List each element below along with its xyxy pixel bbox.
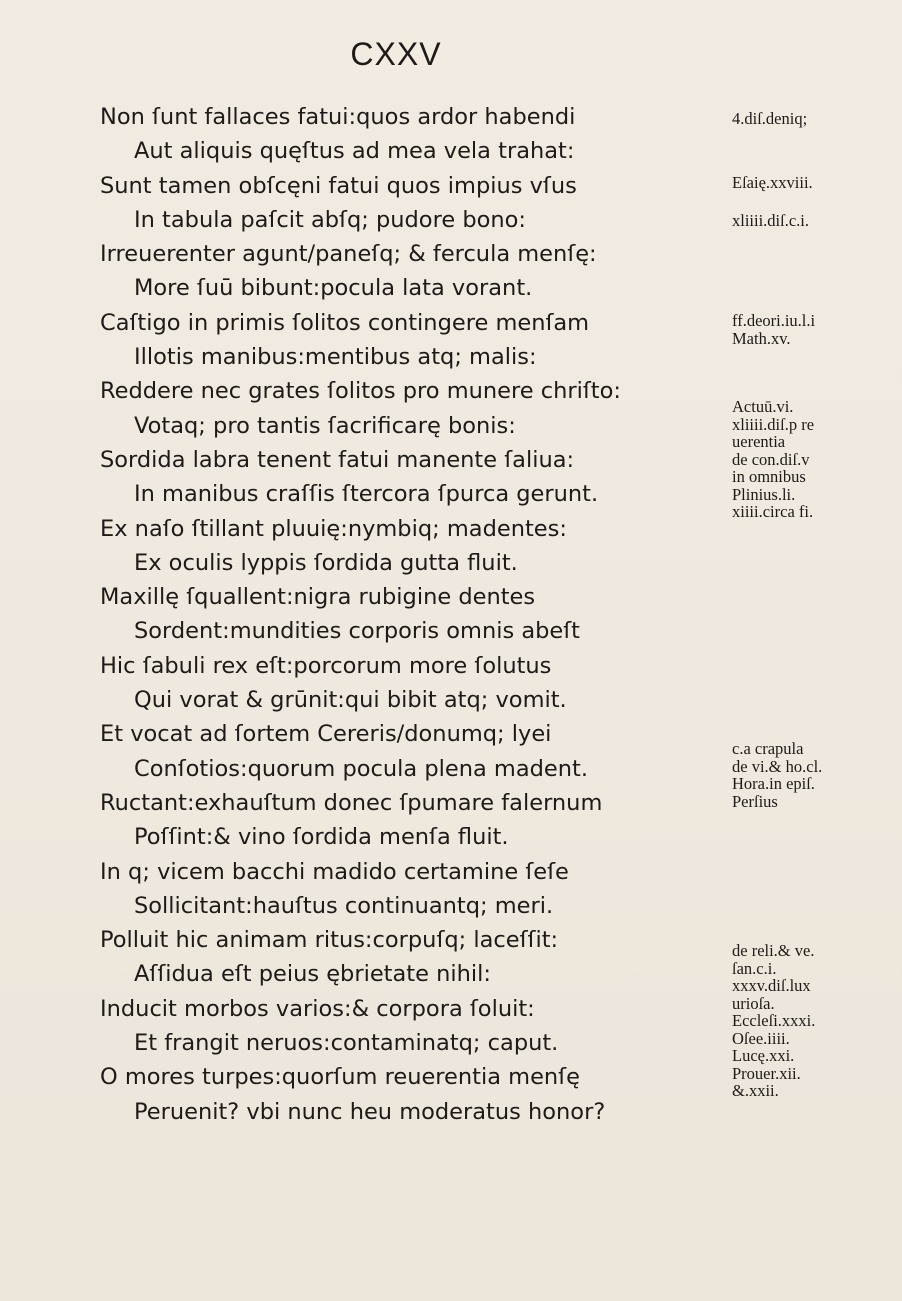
margin-note — [732, 942, 815, 1100]
verse-line: Inducit morbos varios:& corpora ſoluit: — [100, 995, 535, 1022]
folio-number: CXXV — [350, 36, 442, 72]
margin-note-line: c.a crapula — [732, 739, 804, 758]
verse-line: Ex naſo ſtillant pluuię:nymbiq; madentes: — [100, 515, 567, 542]
verse-line: In manibus craſſis ſtercora ſpurca gerunt. — [134, 481, 599, 508]
margin-note-line: uerentia — [732, 432, 786, 451]
margin-note — [732, 398, 814, 521]
margin-note-line: Eſaię.xxviii. — [732, 173, 813, 192]
verse-line: Sordent:mundities corporis omnis abeſt — [134, 618, 580, 645]
verse-column — [100, 100, 700, 1129]
verse-line: Sordida labra tenent fatui manente ſaliua: — [100, 446, 575, 473]
verse-line: Peruenit? vbi nunc heu moderatus honor? — [134, 1098, 606, 1125]
margin-note-line: ff.deori.iu.l.i — [732, 311, 816, 330]
verse-line: Non ſunt fallaces fatui:quos ardor habendi — [100, 104, 576, 130]
verse-line: Ructant:exhauſtum donec ſpumare falernum — [100, 789, 603, 816]
margin-note-line: &.xxii. — [732, 1081, 779, 1100]
margin-note-line: Oſee.iiii. — [732, 1028, 790, 1048]
verse-line: Sollicitant:hauſtus continuantq; meri. — [134, 892, 554, 919]
margin-note — [732, 110, 807, 128]
margin-note-line: Hora.in epiſ. — [732, 774, 815, 793]
margin-note-line: xliiii.diſ.p re — [732, 414, 815, 434]
margin-note — [732, 174, 813, 192]
margin-note-line: de con.diſ.v — [732, 449, 810, 469]
verse-line: Illotis manibus:mentibus atq; malis: — [134, 344, 537, 371]
margin-note-line: in omnibus — [732, 467, 806, 486]
margin-note-line: Eccleſi.xxxi. — [732, 1011, 816, 1030]
margin-note-line: urioſa. — [732, 993, 775, 1013]
margin-note-line: de reli.& ve. — [732, 941, 815, 960]
verse-line: Aſſidua eſt peius ębrietate nihil: — [134, 961, 491, 988]
margin-note-line: xliiii.diſ.c.i. — [732, 211, 809, 230]
margin-note — [732, 312, 815, 347]
margin-note-line: Perſius — [732, 791, 778, 811]
margin-note-line: xxxv.diſ.lux — [732, 976, 811, 995]
verse-line: Qui vorat & grūnit:qui bibit atq; vomit. — [134, 687, 567, 714]
verse-line: Ex oculis lyppis ſordida gutta fluit. — [134, 549, 518, 576]
verse-line: O mores turpes:quorſum reuerentia menſę — [100, 1064, 580, 1091]
margin-note-line: Prouer.xii. — [732, 1063, 801, 1083]
verse-line: Reddere nec grates ſolitos pro munere chriſto: — [100, 378, 621, 405]
verse-line: Et vocat ad ſortem Cereris/donumq; lyei — [100, 721, 552, 748]
margin-note-line: Actuū.vi. — [732, 397, 794, 416]
verse-line: Caſtigo in primis ſolitos contingere menſam — [100, 309, 590, 336]
verse-line: Sunt tamen obſcęni fatui quos impius vſus — [100, 172, 577, 199]
verse-line: Irreuerenter agunt/paneſq; & fercula menſę: — [100, 241, 597, 268]
margin-note-line: 4.diſ.deniq; — [732, 109, 808, 128]
verse-line: Polluit hic animam ritus:corpuſq; laceſſit: — [100, 927, 559, 954]
margin-note-line: ſan.c.i. — [732, 958, 777, 978]
verse-line: Aut aliquis quęſtus ad mea vela trahat: — [134, 138, 575, 165]
margin-note — [732, 212, 809, 230]
verse-line: More ſuū bibunt:pocula lata vorant. — [134, 275, 533, 302]
verse-line: Conſotios:quorum pocula plena madent. — [134, 755, 588, 782]
margin-note-line: Lucę.xxi. — [732, 1046, 795, 1065]
margin-note-line: xiiii.circa fi. — [732, 502, 814, 521]
margin-note — [732, 740, 822, 810]
verse-line: Poſſint:& vino ſordida menſa fluit. — [134, 824, 509, 851]
verse-line: In tabula paſcit abſq; pudore bono: — [134, 206, 526, 233]
margin-note-line: Plinius.li. — [732, 484, 796, 504]
margin-note-line: Math.xv. — [732, 328, 791, 348]
margin-note-line: de vi.& ho.cl. — [732, 756, 823, 776]
verse-line: In q; vicem bacchi madido certamine ſeſe — [100, 858, 569, 885]
verse-line: Hic ſabuli rex eſt:porcorum more ſolutus — [100, 652, 552, 679]
verse-line: Maxillę ſquallent:nigra rubigine dentes — [100, 584, 536, 611]
verse-line: Et frangit neruos:contaminatq; caput. — [134, 1030, 559, 1057]
verse-line: Votaq; pro tantis ſacrificarę bonis: — [134, 412, 516, 439]
